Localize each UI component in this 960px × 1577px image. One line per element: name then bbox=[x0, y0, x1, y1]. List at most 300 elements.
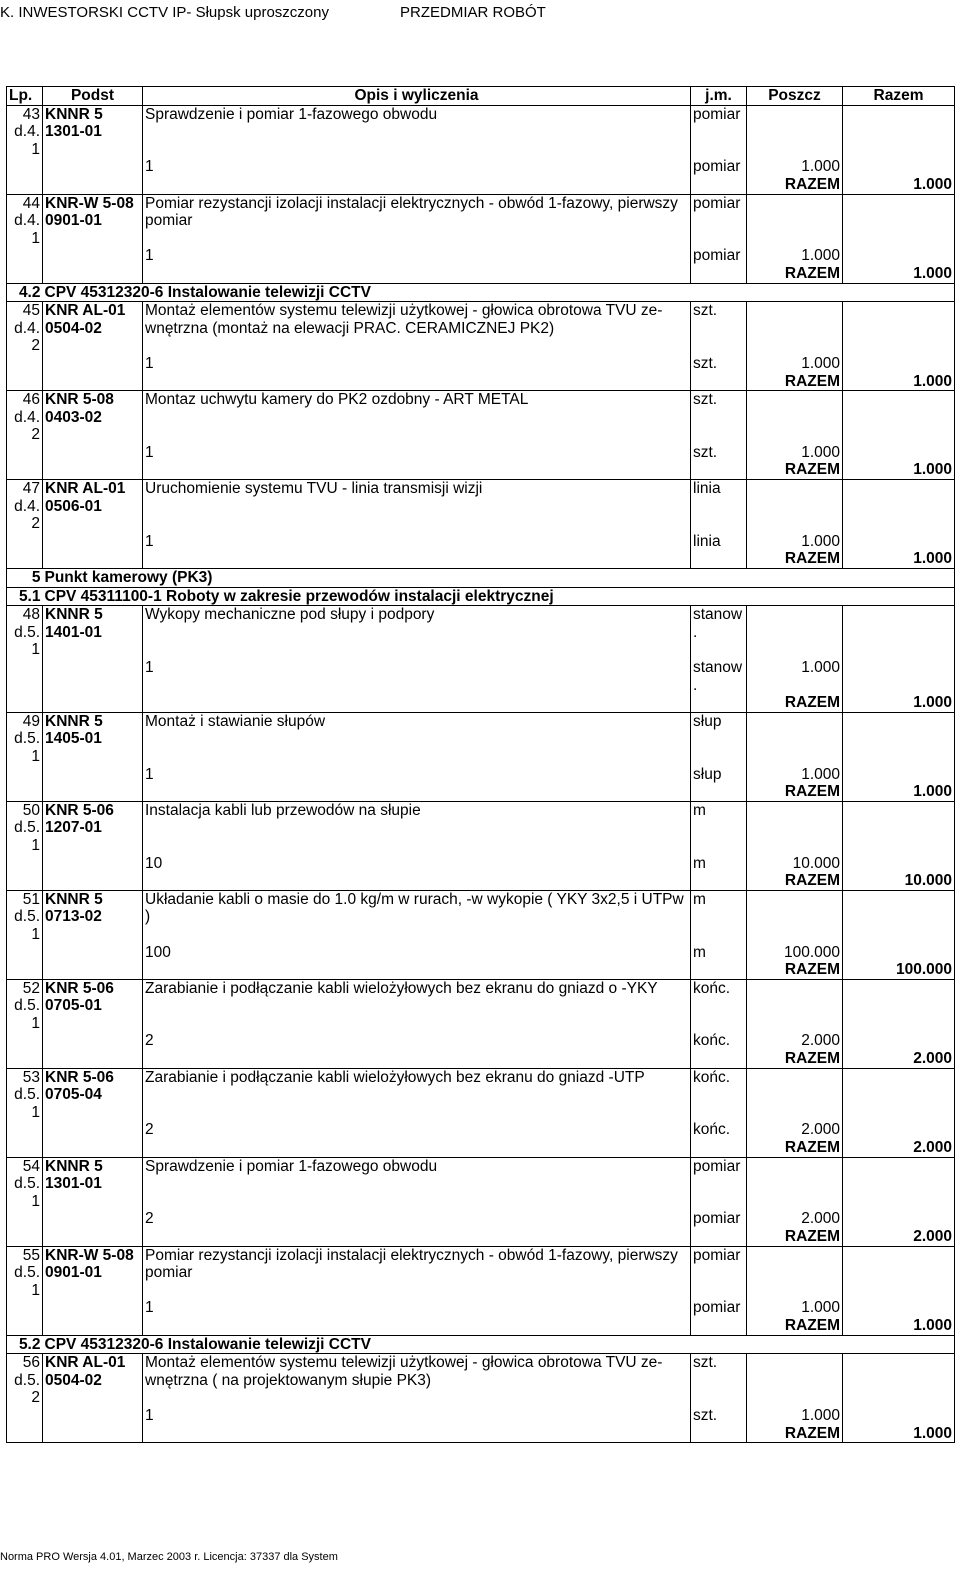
item-lp-empty bbox=[7, 265, 43, 283]
item-razem-empty bbox=[843, 212, 955, 230]
item-podst-empty bbox=[43, 1407, 143, 1425]
item-lp: 46 bbox=[7, 391, 43, 409]
item-calc-expression: 1 bbox=[143, 247, 691, 265]
item-lp-section: d.5. bbox=[7, 997, 43, 1015]
item-calc-unit: m bbox=[691, 944, 747, 962]
item-razem-empty bbox=[843, 105, 955, 123]
item-unit-cont bbox=[691, 212, 747, 230]
item-jm-empty bbox=[691, 1389, 747, 1407]
item-poszcz-value: 2.000 bbox=[747, 1032, 843, 1050]
item-opis-empty bbox=[143, 1317, 691, 1335]
item-lp: 45 bbox=[7, 302, 43, 320]
total-label: RAZEM bbox=[747, 1317, 843, 1335]
total-label: RAZEM bbox=[747, 373, 843, 391]
section-number: 5 bbox=[7, 569, 43, 588]
item-podst-number: 0901-01 bbox=[43, 212, 143, 230]
item-poszcz-empty bbox=[747, 409, 843, 427]
item-row-3 bbox=[7, 426, 955, 444]
item-razem-empty bbox=[843, 712, 955, 730]
item-row bbox=[7, 480, 955, 498]
item-podst-number: 1207-01 bbox=[43, 819, 143, 837]
item-total-row bbox=[7, 461, 955, 479]
item-razem-empty bbox=[843, 1299, 955, 1317]
item-poszcz-empty bbox=[747, 302, 843, 320]
item-total-value: 1.000 bbox=[843, 265, 955, 283]
item-poszcz-empty bbox=[747, 1015, 843, 1033]
item-unit: pomiar bbox=[691, 1246, 747, 1264]
item-lp: 51 bbox=[7, 890, 43, 908]
item-jm-empty bbox=[691, 230, 747, 248]
item-podst-empty bbox=[43, 944, 143, 962]
item-poszcz-value: 1.000 bbox=[747, 444, 843, 462]
item-podst-empty bbox=[43, 1015, 143, 1033]
item-lp-sub: 1 bbox=[7, 1015, 43, 1033]
item-poszcz-value: 1.000 bbox=[747, 1299, 843, 1317]
item-opis-empty bbox=[143, 141, 691, 159]
item-razem-empty bbox=[843, 480, 955, 498]
item-podst-empty bbox=[43, 355, 143, 373]
item-calc-row bbox=[7, 1299, 955, 1317]
item-razem-empty bbox=[843, 1354, 955, 1372]
item-lp-sub: 2 bbox=[7, 426, 43, 444]
item-jm-empty bbox=[691, 1425, 747, 1443]
item-lp-empty bbox=[7, 855, 43, 873]
item-opis-empty bbox=[143, 1228, 691, 1246]
item-jm-empty bbox=[691, 748, 747, 766]
item-total-value: 10.000 bbox=[843, 872, 955, 890]
item-opis-empty bbox=[143, 1139, 691, 1157]
item-lp-empty bbox=[7, 461, 43, 479]
item-poszcz-empty bbox=[747, 141, 843, 159]
item-podst-empty bbox=[43, 926, 143, 944]
item-lp-section: d.5. bbox=[7, 1264, 43, 1282]
item-row bbox=[7, 1068, 955, 1086]
item-lp-empty bbox=[7, 677, 43, 695]
item-podst-empty bbox=[43, 141, 143, 159]
item-podst-code: KNNR 5 bbox=[43, 890, 143, 908]
item-description: Pomiar rezystancji izolacji instalacji elektrycznych - obwód 1-fazowy, pierwszy pomiar bbox=[143, 1246, 691, 1282]
item-poszcz-empty bbox=[747, 123, 843, 141]
item-podst-code: KNR 5-06 bbox=[43, 1068, 143, 1086]
item-razem-empty bbox=[843, 426, 955, 444]
item-calc-expression: 1 bbox=[143, 1407, 691, 1425]
item-lp: 43 bbox=[7, 105, 43, 123]
item-podst-number: 1301-01 bbox=[43, 1175, 143, 1193]
item-podst-code: KNNR 5 bbox=[43, 606, 143, 624]
item-opis-empty bbox=[143, 872, 691, 890]
item-jm-empty bbox=[691, 1193, 747, 1211]
section-title: CPV 45312320-6 Instalowanie telewizji CCTV bbox=[43, 283, 955, 302]
item-calc-unit: końc. bbox=[691, 1032, 747, 1050]
item-podst-code: KNNR 5 bbox=[43, 105, 143, 123]
item-jm-empty bbox=[691, 1015, 747, 1033]
item-jm-empty bbox=[691, 961, 747, 979]
item-podst-code: KNR AL-01 bbox=[43, 302, 143, 320]
item-lp-empty bbox=[7, 1210, 43, 1228]
item-lp-empty bbox=[7, 1050, 43, 1068]
total-label: RAZEM bbox=[747, 961, 843, 979]
item-podst-empty bbox=[43, 461, 143, 479]
item-razem-empty bbox=[843, 766, 955, 784]
item-podst-empty bbox=[43, 1121, 143, 1139]
item-lp: 56 bbox=[7, 1354, 43, 1372]
item-calc-unit: linia bbox=[691, 533, 747, 551]
item-lp-section: d.5. bbox=[7, 1175, 43, 1193]
item-poszcz-value: 2.000 bbox=[747, 1210, 843, 1228]
item-razem-empty bbox=[843, 926, 955, 944]
item-razem-empty bbox=[843, 890, 955, 908]
item-poszcz-empty bbox=[747, 337, 843, 355]
item-unit: stanow bbox=[691, 606, 747, 624]
item-unit: końc. bbox=[691, 1068, 747, 1086]
item-podst-empty bbox=[43, 855, 143, 873]
item-lp-section: d.4. bbox=[7, 212, 43, 230]
item-calc-row bbox=[7, 1032, 955, 1050]
item-row bbox=[7, 302, 955, 320]
item-calc-expression: 1 bbox=[143, 533, 691, 551]
item-podst-empty bbox=[43, 659, 143, 677]
item-poszcz-empty bbox=[747, 1068, 843, 1086]
item-poszcz-value: 1.000 bbox=[747, 355, 843, 373]
item-calc-unit: pomiar bbox=[691, 247, 747, 265]
total-label: RAZEM bbox=[747, 1050, 843, 1068]
item-total-value: 1.000 bbox=[843, 550, 955, 568]
item-poszcz-empty bbox=[747, 194, 843, 212]
item-jm-empty bbox=[691, 141, 747, 159]
section-number: 5.2 bbox=[7, 1335, 43, 1354]
item-total-row bbox=[7, 176, 955, 194]
item-description: Montaz uchwytu kamery do PK2 ozdobny - ART METAL bbox=[143, 391, 691, 427]
item-lp-sub: 1 bbox=[7, 1104, 43, 1122]
item-podst-empty bbox=[43, 641, 143, 659]
item-row-3 bbox=[7, 641, 955, 659]
item-unit-cont bbox=[691, 997, 747, 1015]
item-calc-expression: 2 bbox=[143, 1121, 691, 1139]
item-podst-empty bbox=[43, 533, 143, 551]
item-razem-empty bbox=[843, 659, 955, 677]
item-razem-empty bbox=[843, 247, 955, 265]
item-lp-empty bbox=[7, 533, 43, 551]
item-row bbox=[7, 890, 955, 908]
item-unit: słup bbox=[691, 712, 747, 730]
item-calc-row bbox=[7, 158, 955, 176]
item-poszcz-empty bbox=[747, 105, 843, 123]
item-poszcz-value: 1.000 bbox=[747, 158, 843, 176]
item-unit: szt. bbox=[691, 391, 747, 409]
item-opis-empty bbox=[143, 694, 691, 712]
item-opis-empty bbox=[143, 1015, 691, 1033]
item-opis-empty bbox=[143, 337, 691, 355]
item-lp-empty bbox=[7, 961, 43, 979]
item-podst-empty bbox=[43, 1299, 143, 1317]
item-lp-section: d.5. bbox=[7, 730, 43, 748]
item-lp-empty bbox=[7, 1032, 43, 1050]
item-total-value: 1.000 bbox=[843, 1425, 955, 1443]
item-total-value: 1.000 bbox=[843, 176, 955, 194]
item-razem-empty bbox=[843, 1210, 955, 1228]
item-podst-empty bbox=[43, 748, 143, 766]
item-razem-empty bbox=[843, 498, 955, 516]
item-poszcz-empty bbox=[747, 1193, 843, 1211]
item-opis-empty bbox=[143, 783, 691, 801]
item-podst-number: 1401-01 bbox=[43, 624, 143, 642]
item-podst-code: KNR 5-06 bbox=[43, 979, 143, 997]
item-lp: 50 bbox=[7, 801, 43, 819]
item-jm-empty bbox=[691, 176, 747, 194]
item-calc-unit: końc. bbox=[691, 1121, 747, 1139]
item-unit-cont bbox=[691, 320, 747, 338]
item-poszcz-empty bbox=[747, 624, 843, 642]
item-calc-expression: 1 bbox=[143, 1299, 691, 1317]
item-unit-cont bbox=[691, 1264, 747, 1282]
item-poszcz-empty bbox=[747, 677, 843, 695]
item-lp-section: d.5. bbox=[7, 1086, 43, 1104]
item-lp-empty bbox=[7, 944, 43, 962]
item-podst-empty bbox=[43, 444, 143, 462]
item-podst-empty bbox=[43, 766, 143, 784]
item-opis-empty bbox=[143, 961, 691, 979]
item-description: Sprawdzenie i pomiar 1-fazowego obwodu bbox=[143, 105, 691, 141]
item-podst-code: KNR 5-08 bbox=[43, 391, 143, 409]
item-podst-empty bbox=[43, 1389, 143, 1407]
item-calc-expression: 1 bbox=[143, 158, 691, 176]
total-label: RAZEM bbox=[747, 265, 843, 283]
item-podst-number: 0403-02 bbox=[43, 409, 143, 427]
item-calc-row bbox=[7, 1210, 955, 1228]
item-calc-row bbox=[7, 1407, 955, 1425]
item-calc-row bbox=[7, 944, 955, 962]
item-razem-empty bbox=[843, 444, 955, 462]
item-poszcz-empty bbox=[747, 908, 843, 926]
item-total-value: 2.000 bbox=[843, 1139, 955, 1157]
item-calc-expression: 1 bbox=[143, 659, 691, 677]
item-razem-empty bbox=[843, 194, 955, 212]
item-lp-section: d.4. bbox=[7, 498, 43, 516]
item-podst-empty bbox=[43, 1104, 143, 1122]
section-title: CPV 45311100-1 Roboty w zakresie przewodów instalacji elektrycznej bbox=[43, 587, 955, 606]
item-lp-sub: 2 bbox=[7, 1389, 43, 1407]
item-lp: 48 bbox=[7, 606, 43, 624]
col-podst: Podst bbox=[43, 87, 143, 106]
item-poszcz-empty bbox=[747, 320, 843, 338]
item-razem-empty bbox=[843, 1032, 955, 1050]
item-lp: 49 bbox=[7, 712, 43, 730]
item-razem-empty bbox=[843, 979, 955, 997]
item-total-value: 1.000 bbox=[843, 373, 955, 391]
item-podst-empty bbox=[43, 1425, 143, 1443]
item-podst-number: 0504-02 bbox=[43, 320, 143, 338]
item-lp-empty bbox=[7, 659, 43, 677]
item-opis-empty bbox=[143, 1104, 691, 1122]
item-calc-expression: 100 bbox=[143, 944, 691, 962]
section-number: 5.1 bbox=[7, 587, 43, 606]
item-podst-code: KNR 5-06 bbox=[43, 801, 143, 819]
item-unit-cont bbox=[691, 819, 747, 837]
item-razem-empty bbox=[843, 944, 955, 962]
item-opis-empty bbox=[143, 1282, 691, 1300]
item-row bbox=[7, 105, 955, 123]
item-poszcz-value: 1.000 bbox=[747, 659, 843, 677]
item-opis-empty bbox=[143, 1193, 691, 1211]
item-razem-empty bbox=[843, 1264, 955, 1282]
item-razem-empty bbox=[843, 409, 955, 427]
item-poszcz-empty bbox=[747, 819, 843, 837]
item-opis-empty bbox=[143, 176, 691, 194]
item-total-value: 100.000 bbox=[843, 961, 955, 979]
item-row-3 bbox=[7, 748, 955, 766]
item-description: Montaż elementów systemu telewizji użytkowej - głowica obrotowa TVU ze-wnętrzna ( na projektowanym słupie PK3) bbox=[143, 1354, 691, 1390]
item-lp: 47 bbox=[7, 480, 43, 498]
item-lp-section: d.4. bbox=[7, 320, 43, 338]
item-razem-empty bbox=[843, 748, 955, 766]
item-calc-unit: szt. bbox=[691, 1407, 747, 1425]
item-podst-empty bbox=[43, 158, 143, 176]
item-poszcz-empty bbox=[747, 641, 843, 659]
item-razem-empty bbox=[843, 1121, 955, 1139]
item-lp: 54 bbox=[7, 1157, 43, 1175]
col-jm: j.m. bbox=[691, 87, 747, 106]
total-label: RAZEM bbox=[747, 694, 843, 712]
item-calc-expression: 1 bbox=[143, 355, 691, 373]
item-total-row bbox=[7, 550, 955, 568]
item-lp-sub: 2 bbox=[7, 515, 43, 533]
item-razem-empty bbox=[843, 1193, 955, 1211]
item-jm-empty bbox=[691, 515, 747, 533]
item-lp-empty bbox=[7, 373, 43, 391]
total-label: RAZEM bbox=[747, 1425, 843, 1443]
item-poszcz-empty bbox=[747, 1086, 843, 1104]
item-total-row bbox=[7, 783, 955, 801]
item-opis-empty bbox=[143, 265, 691, 283]
item-row bbox=[7, 1354, 955, 1372]
item-jm-empty bbox=[691, 426, 747, 444]
item-razem-empty bbox=[843, 1068, 955, 1086]
item-jm-empty bbox=[691, 337, 747, 355]
item-poszcz-empty bbox=[747, 230, 843, 248]
item-jm-empty bbox=[691, 1139, 747, 1157]
item-row-3 bbox=[7, 515, 955, 533]
item-jm-empty bbox=[691, 783, 747, 801]
item-total-row bbox=[7, 872, 955, 890]
item-jm-empty bbox=[691, 265, 747, 283]
item-poszcz-empty bbox=[747, 979, 843, 997]
item-poszcz-empty bbox=[747, 1175, 843, 1193]
item-jm-empty bbox=[691, 1050, 747, 1068]
item-opis-empty bbox=[143, 515, 691, 533]
item-podst-number: 0705-04 bbox=[43, 1086, 143, 1104]
item-razem-empty bbox=[843, 141, 955, 159]
item-jm-empty bbox=[691, 837, 747, 855]
item-jm-empty bbox=[691, 694, 747, 712]
item-total-row bbox=[7, 265, 955, 283]
item-poszcz-empty bbox=[747, 926, 843, 944]
item-total-row bbox=[7, 961, 955, 979]
document-title: K. INWESTORSKI CCTV IP- Słupsk uproszczony bbox=[0, 4, 329, 21]
item-podst-code: KNR-W 5-08 bbox=[43, 194, 143, 212]
item-calc-row bbox=[7, 355, 955, 373]
item-row-3 bbox=[7, 926, 955, 944]
item-total-value: 1.000 bbox=[843, 461, 955, 479]
item-lp-empty bbox=[7, 1407, 43, 1425]
item-unit-cont bbox=[691, 1175, 747, 1193]
item-unit: szt. bbox=[691, 1354, 747, 1372]
item-lp-empty bbox=[7, 783, 43, 801]
item-podst-empty bbox=[43, 426, 143, 444]
item-poszcz-empty bbox=[747, 480, 843, 498]
item-podst-empty bbox=[43, 337, 143, 355]
item-podst-code: KNNR 5 bbox=[43, 1157, 143, 1175]
total-label: RAZEM bbox=[747, 550, 843, 568]
section-row bbox=[7, 1335, 955, 1354]
item-razem-empty bbox=[843, 801, 955, 819]
item-row bbox=[7, 194, 955, 212]
item-opis-empty bbox=[143, 677, 691, 695]
item-podst-empty bbox=[43, 230, 143, 248]
item-poszcz-empty bbox=[747, 1264, 843, 1282]
section-row bbox=[7, 587, 955, 606]
col-lp: Lp. bbox=[7, 87, 43, 106]
item-row bbox=[7, 1246, 955, 1264]
item-razem-empty bbox=[843, 677, 955, 695]
item-podst-empty bbox=[43, 872, 143, 890]
item-description: Montaż i stawianie słupów bbox=[143, 712, 691, 748]
item-poszcz-value: 1.000 bbox=[747, 766, 843, 784]
item-lp-empty bbox=[7, 1317, 43, 1335]
item-poszcz-empty bbox=[747, 1246, 843, 1264]
item-podst-number: 0901-01 bbox=[43, 1264, 143, 1282]
section-row bbox=[7, 569, 955, 588]
item-podst-empty bbox=[43, 176, 143, 194]
item-razem-empty bbox=[843, 730, 955, 748]
item-unit: pomiar bbox=[691, 1157, 747, 1175]
item-lp-sub: 1 bbox=[7, 1193, 43, 1211]
item-podst-empty bbox=[43, 677, 143, 695]
item-podst-number: 0713-02 bbox=[43, 908, 143, 926]
item-total-row bbox=[7, 1139, 955, 1157]
item-razem-empty bbox=[843, 1389, 955, 1407]
item-lp-sub: 1 bbox=[7, 926, 43, 944]
item-razem-empty bbox=[843, 606, 955, 624]
item-row-3 bbox=[7, 230, 955, 248]
item-unit-cont bbox=[691, 1086, 747, 1104]
item-razem-empty bbox=[843, 230, 955, 248]
item-razem-empty bbox=[843, 641, 955, 659]
col-opis: Opis i wyliczenia bbox=[143, 87, 691, 106]
item-unit-cont bbox=[691, 409, 747, 427]
item-description: Układanie kabli o masie do 1.0 kg/m w rurach, -w wykopie ( YKY 3x2,5 i UTPw ) bbox=[143, 890, 691, 926]
item-podst-empty bbox=[43, 1210, 143, 1228]
item-lp-empty bbox=[7, 158, 43, 176]
item-description: Sprawdzenie i pomiar 1-fazowego obwodu bbox=[143, 1157, 691, 1193]
item-lp-section: d.5. bbox=[7, 819, 43, 837]
item-lp-empty bbox=[7, 872, 43, 890]
item-podst-empty bbox=[43, 373, 143, 391]
item-unit: m bbox=[691, 890, 747, 908]
item-poszcz-empty bbox=[747, 1372, 843, 1390]
total-label: RAZEM bbox=[747, 1139, 843, 1157]
item-description: Uruchomienie systemu TVU - linia transmisji wizji bbox=[143, 480, 691, 516]
item-poszcz-empty bbox=[747, 426, 843, 444]
item-jm-empty bbox=[691, 641, 747, 659]
item-razem-empty bbox=[843, 302, 955, 320]
item-opis-empty bbox=[143, 837, 691, 855]
item-row-3 bbox=[7, 1282, 955, 1300]
item-lp-sub: 1 bbox=[7, 230, 43, 248]
item-razem-empty bbox=[843, 515, 955, 533]
item-opis-empty bbox=[143, 461, 691, 479]
item-unit-cont bbox=[691, 123, 747, 141]
item-poszcz-empty bbox=[747, 391, 843, 409]
